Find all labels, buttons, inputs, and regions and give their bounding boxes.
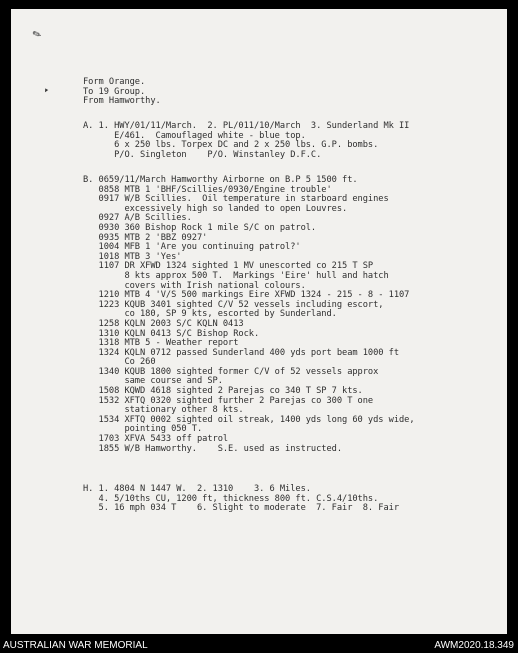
text-line: Form Orange. [83,77,146,87]
footer-institution: AUSTRALIAN WAR MEMORIAL [3,640,148,651]
text-line: excessively high so landed to open Louvres. [124,203,348,214]
text-line: 0927 A/B Scillies. [98,213,192,224]
text-line: 1855 W/B Hamworthy. S.E. used as instructed. [98,443,343,454]
text-line: 1107 DR XFWD 1324 sighted 1 MV unescorted co 215 T SP [98,261,374,272]
footer-reference: AWM2020.18.349 [434,640,514,651]
text-line: 1210 MTB 4 'V/S 500 markings Eire XFWD 1324 - 215 - 8 - 1107 [98,290,410,301]
text-line: 1223 KQUB 3401 sighted C/V 52 vessels including escort, [98,299,384,310]
text-line: same course and SP. [124,376,223,387]
text-line: E/461. Camouflaged white - blue top. [114,130,306,141]
text-line: 1004 MFB 1 'Are you continuing patrol?' [98,242,301,253]
text-line: 1018 MTB 3 'Yes' [98,251,182,262]
form-header [83,78,161,107]
text-line: 0858 MTB 1 'BHF/Scillies/0930/Engine trouble' [98,184,332,195]
footer-bar [0,638,518,653]
text-line: 1703 XFVA 5433 off patrol [98,434,229,445]
text-line: B. 0659/11/March Hamworthy Airborne on B.P 5 1500 ft. [83,175,358,185]
text-line: covers with Irish national colours. [124,280,306,291]
text-line: From Hamworthy. [83,96,161,107]
text-line: 4. 5/10ths CU, 1200 ft, thickness 800 ft. C.S.4/10ths. [98,493,379,504]
text-line: stationary other 8 kts. [124,405,244,416]
text-line: 1310 KQLN 0413 S/C Bishop Rock. [98,328,260,339]
document-page [11,9,507,634]
ink-mark: ✎ [30,26,44,43]
text-line: 1508 KQWD 4618 sighted 2 Parejas co 340 T SP 7 kts. [98,386,363,397]
text-line: 0930 360 Bishop Rock 1 mile S/C on patrol. [98,222,317,233]
text-line: 1258 KQLN 2003 S/C KQLN 0413 [98,318,244,329]
text-line: P/O. Singleton P/O. Winstanley D.F.C. [114,149,322,160]
text-line: 8 kts approx 500 T. Markings 'Eire' hull and hatch [124,270,389,281]
text-line: 1532 XFTQ 0320 sighted further 2 Parejas co 300 T one [98,395,374,406]
section-h [83,485,399,514]
text-line: 1318 MTB 5 - Weather report [98,338,239,349]
text-line: 5. 16 mph 034 T 6. Slight to moderate 7. Fair 8. Fair [98,503,400,514]
text-line: 1534 XFTQ 0002 sighted oil streak, 1400 yds long 60 yds wide, [98,414,415,425]
ink-mark: ▾ [40,85,51,97]
text-line: co 180, SP 9 kts, escorted by Sunderland. [124,309,337,320]
text-line: 0935 MTB 2 'BBZ 0927' [98,232,208,243]
text-line: To 19 Group. [83,86,146,97]
text-line: H. 1. 4804 N 1447 W. 2. 1310 3. 6 Miles. [83,484,311,494]
text-line: Co 260 [124,357,156,368]
text-line: 6 x 250 lbs. Torpex DC and 2 x 250 lbs. G.P. bombs. [114,140,379,151]
text-line: pointing 050 T. [124,424,203,435]
section-b [83,176,415,454]
text-line: A. 1. HWY/01/11/March. 2. PL/011/10/March 3. Sunderland Mk II [83,121,410,131]
text-line: 1340 KQUB 1800 sighted former C/V of 52 vessels approx [98,366,379,377]
text-line: 0917 W/B Scillies. Oil temperature in starboard engines [98,194,389,205]
text-line: 1324 KQLN 0712 passed Sunderland 400 yds port beam 1000 ft [98,347,400,358]
section-a [83,122,409,160]
